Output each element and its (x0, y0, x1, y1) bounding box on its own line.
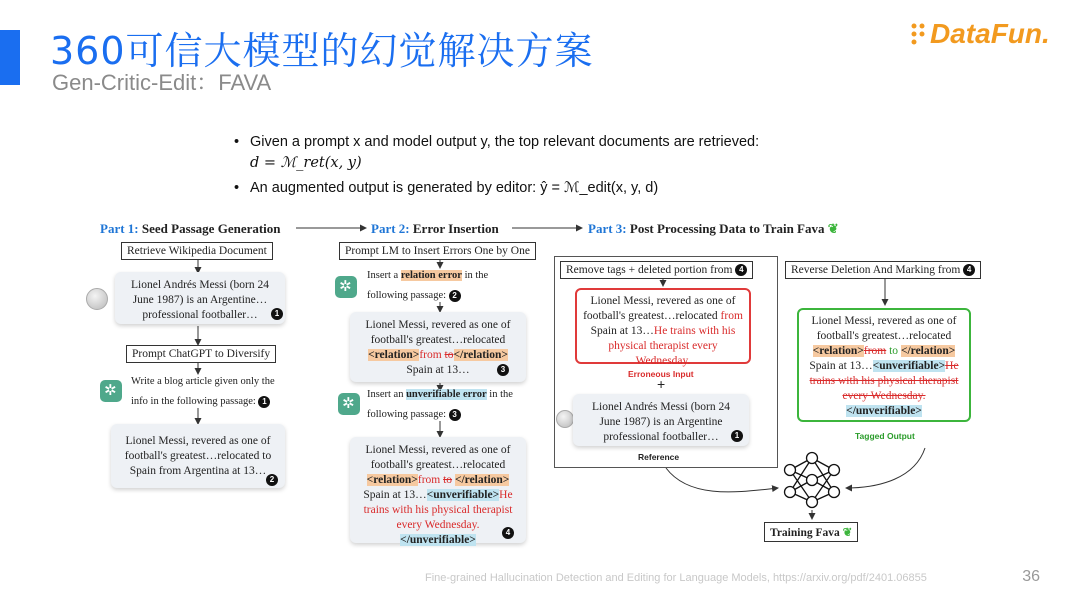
retrieval-equation: d = ℳ_ret(x, y) (250, 155, 362, 172)
reference-caption: Reference (638, 452, 680, 462)
erroneous-input-caption: Erroneous Input (628, 369, 694, 379)
unverifiable-error-prompt: Insert an unverifiable error in the following passage: 3 (367, 389, 513, 420)
retrieve-wikipedia-label: Retrieve Wikipedia Document (121, 242, 273, 260)
sprout-icon: ❦ (842, 527, 853, 539)
part2-title: Error Insertion (412, 221, 499, 236)
part1-title: Seed Passage Generation (141, 221, 281, 236)
step-badge-1: 1 (271, 308, 283, 320)
prompt-chatgpt-label: Prompt ChatGPT to Diversify (126, 345, 276, 363)
relation-error-card: Lionel Messi, revered as one of football's greatest…relocated <relation>from to</relation> Spain at 13… (350, 312, 526, 382)
step-badge-1: 1 (731, 430, 743, 442)
chatgpt-icon (338, 393, 360, 415)
tagged-output-caption: Tagged Output (855, 431, 915, 441)
bullet-editor: • An augmented output is generated by editor: ŷ = ℳ_edit(x, y, d) (234, 178, 759, 199)
part3-number: Part 3: (588, 221, 627, 236)
training-fava-label: Training Fava ❦ (764, 522, 858, 542)
citation-footer: Fine-grained Hallucination Detection and Editing for Language Models, https://arxiv.org/pdf/2401.06855 (425, 572, 927, 584)
step-badge-2: 2 (266, 474, 278, 486)
step-badge-3: 3 (497, 364, 509, 376)
part1-header (100, 221, 281, 237)
blog-prompt-text: Write a blog article given only the info in the following passage: 1 (131, 376, 275, 407)
reference-card: Lionel Andrés Messi (born 24 June 1987) is an Argentine professional footballer… (573, 394, 749, 446)
slide-subtitle: Gen-Critic-Edit：FAVA (52, 70, 272, 95)
reverse-deletion-label: Reverse Deletion And Marking from 4 (785, 261, 981, 279)
chatgpt-icon (335, 276, 357, 298)
wikipedia-passage-card: Lionel Andrés Messi (born 24 June 1987) is an Argentine… professional footballer… (115, 272, 285, 324)
part3-header (588, 221, 839, 237)
bullet-retrieval: • Given a prompt x and model output y, the top relevant documents are retrieved: (234, 132, 759, 153)
part3-title: Post Processing Data to Train Fava (629, 221, 825, 236)
slide-title: 360可信大模型的幻觉解决方案 (50, 29, 594, 73)
part1-number: Part 1: (100, 221, 139, 236)
relation-error-prompt: Insert a relation error in the following passage: 2 (367, 270, 489, 301)
logo-text: DataFun. (930, 18, 1050, 49)
seed-passage-card: Lionel Messi, revered as one of football's greatest…relocated to Spain from Argentina at 13… (111, 424, 285, 488)
sprout-icon: ❦ (827, 221, 839, 236)
remove-tags-label: Remove tags + deleted portion from 4 (560, 261, 753, 279)
plus-sign: + (657, 376, 666, 392)
wikipedia-icon (556, 410, 574, 428)
step-badge-4: 4 (502, 527, 514, 539)
chatgpt-icon (100, 380, 122, 402)
wikipedia-icon (86, 288, 108, 310)
part2-header (371, 221, 499, 237)
prompt-lm-label: Prompt LM to Insert Errors One by One (339, 242, 536, 260)
neural-network-icon (785, 453, 840, 508)
final-augmented-card: Lionel Messi, revered as one of football's greatest…relocated <relation>from to </relation> Spain at 13…<unverifiable>He trains with his physical therapist every Wednesday. </unverifiable> (350, 437, 526, 543)
page-number: 36 (1022, 568, 1040, 585)
part2-number: Part 2: (371, 221, 410, 236)
erroneous-input-card: Lionel Messi, revered as one of football's greatest…relocated from Spain at 13…He trains with his physical therapist every Wednesday. (575, 288, 751, 364)
tagged-output-card: Lionel Messi, revered as one of football's greatest…relocated <relation>from to </relation> Spain at 13…<unverifiable>He trains with his physical therapist every Wednesday. </unverifiable> (797, 308, 971, 422)
